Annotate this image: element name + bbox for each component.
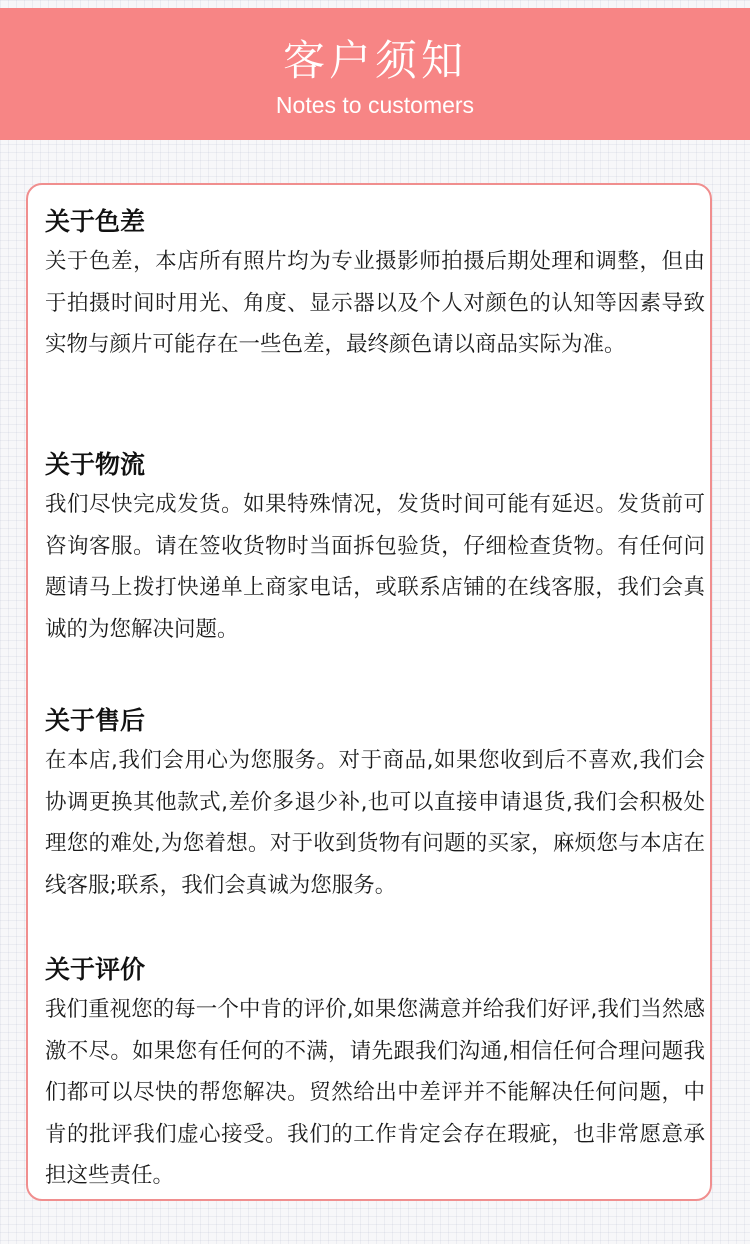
section-body: 关于色差，本店所有照片均为专业摄影师拍摄后期处理和调整，但由于拍摄时间时用光、角度、显示器以及个人对颜色的认知等因素导致实物与颜片可能存在一些色差，最终颜色请以商品实际为准。 [45, 249, 705, 357]
section-body: 我们重视您的每一个中肯的评价,如果您满意并给我们好评,我们当然感激不尽。如果您有任何的不满，请先跟我们沟通,相信任何合理问题我们都可以尽快的帮您解决。贸然给出中差评并不能解决任何问题，中肯的批评我们虚心接受。我们的工作肯定会存在瑕疵，也非常愿意承担这些责任。 [45, 997, 705, 1188]
page-header [0, 8, 750, 140]
section-after-sales [45, 704, 705, 906]
notice-card [26, 183, 712, 1201]
section-title: 关于色差 [45, 207, 146, 236]
section-title: 关于评价 [45, 955, 146, 984]
section-title: 关于物流 [45, 450, 146, 479]
page-title: 客户须知 [282, 36, 467, 85]
section-logistics [45, 448, 705, 650]
section-reviews [45, 953, 705, 1197]
section-title: 关于售后 [45, 706, 146, 735]
section-body: 我们尽快完成发货。如果特殊情况，发货时间可能有延迟。发货前可咨询客服。请在签收货物时当面拆包验货，仔细检查货物。有任何问题请马上拨打快递单上商家电话，或联系店铺的在线客服，我们会真诚的为您解决问题。 [45, 492, 705, 642]
page-subtitle: Notes to customers [275, 92, 475, 118]
section-color-difference [45, 205, 705, 366]
section-body: 在本店,我们会用心为您服务。对于商品,如果您收到后不喜欢,我们会协调更换其他款式,差价多退少补,也可以直接申请退货,我们会积极处理您的难处,为您着想。对于收到货物有问题的买家，麻烦您与本店在线客服;联系，我们会真诚为您服务。 [45, 748, 705, 898]
